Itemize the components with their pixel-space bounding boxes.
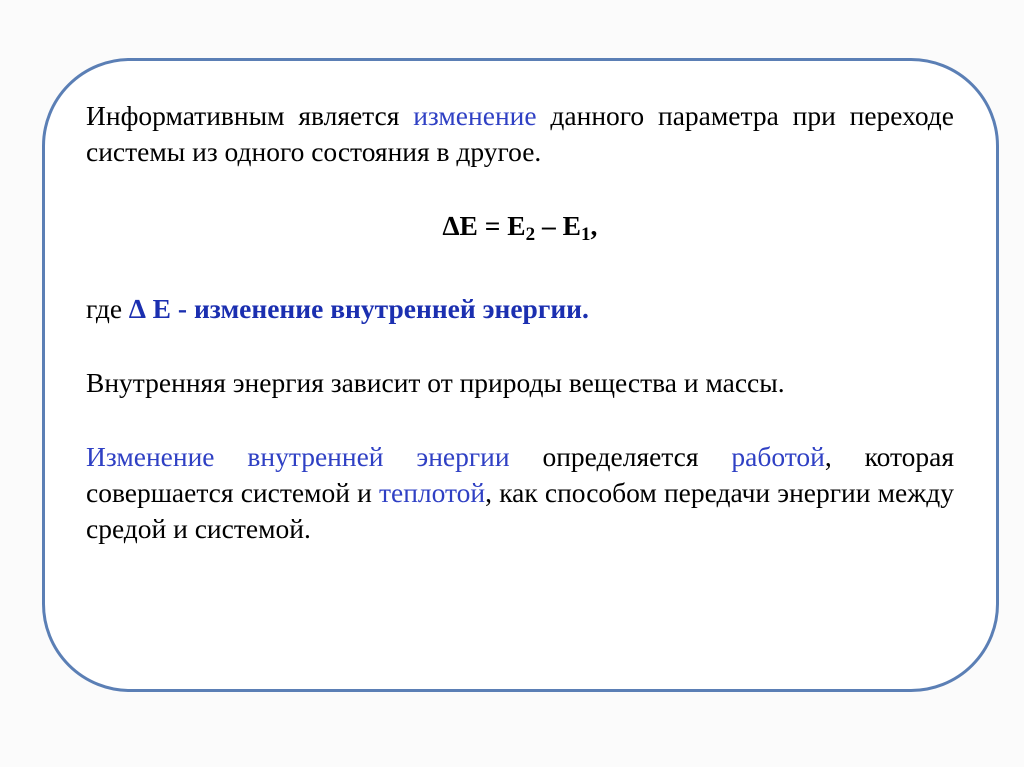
formula-delta: ∆ (442, 210, 460, 241)
change-text-c: , как способом передачи энергии между средой и системой. (86, 477, 954, 544)
change-highlight-internal-energy: Изменение внутренней энергии (86, 441, 510, 472)
change-text-a: определяется (509, 441, 732, 472)
paragraph-where (86, 291, 954, 327)
paragraph-change (86, 439, 954, 547)
change-highlight-work: работой (731, 441, 825, 472)
energy-formula (86, 208, 954, 253)
p1-text-b: данного параметра при переходе системы из одного состояния в другое. (86, 100, 954, 167)
formula-sub-1: 1 (580, 224, 591, 245)
where-symbol: ∆ E (128, 293, 172, 324)
where-definition: - изменение внутренней энергии. (171, 293, 589, 324)
change-highlight-heat: теплотой (378, 477, 486, 508)
p1-highlight-change: изменение (413, 100, 537, 131)
change-text-b: , которая совершается системой и (86, 441, 954, 508)
formula-lhs: E = E (459, 210, 526, 241)
formula-tail: , (590, 210, 598, 241)
paragraph-dependence: Внутренняя энергия зависит от природы вещества и массы. (86, 367, 785, 398)
formula-sub-2: 2 (525, 224, 536, 245)
formula-mid: – E (535, 210, 581, 241)
paragraph-informative (86, 98, 954, 170)
p1-text-a: Информативным является (86, 100, 414, 131)
where-prefix: где (86, 293, 129, 324)
slide-content (86, 98, 954, 547)
